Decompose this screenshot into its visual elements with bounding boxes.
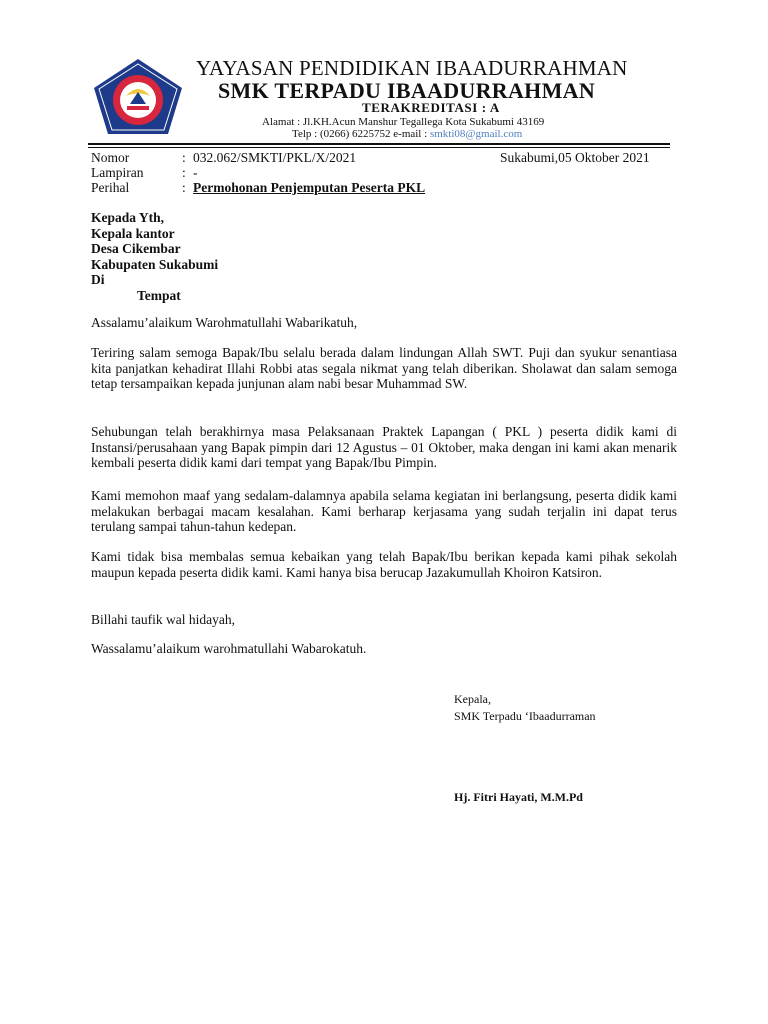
closing-salutation: Wassalamu’alaikum warohmatullahi Wabarokatuh. <box>91 641 367 656</box>
accreditation: TERAKREDITASI : A <box>362 100 500 115</box>
addressee-line: Tempat <box>137 287 181 303</box>
nomor-value: 032.062/SMKTI/PKL/X/2021 <box>193 150 357 165</box>
paragraph-3: Kami memohon maaf yang sedalam-dalamnya apabila selama kegiatan ini berlangsung, peserta didik kami melakukan berbagai macam kesalahan. Kami berharap kerjasama yang sudah terjalin ini dapat terus terulang sampai tahun-tahun kedepan. <box>91 488 677 534</box>
header-rule-thick <box>88 143 670 145</box>
addressee-line: Di <box>91 272 105 287</box>
lampiran-label: Lampiran <box>91 165 144 180</box>
paragraph-1: Teriring salam semoga Bapak/Ibu selalu berada dalam lindungan Allah SWT. Puji dan syukur senantiasa kita panjatkan kehadirat Illahi Robbi atas segala nikmat yang telah diberikan. Sholawat dan salam semoga tetap tersampaikan kepada junjunan alam nabi besar Muhammad SW. <box>91 345 677 391</box>
perihal-value: Permohonan Penjemputan Peserta PKL <box>193 180 426 195</box>
nomor-colon: : <box>182 150 186 165</box>
addressee-line: Desa Cikembar <box>91 241 181 256</box>
signature-title: Kepala, <box>454 692 491 706</box>
school-crest-logo <box>92 58 184 136</box>
paragraph-5: Billahi taufik wal hidayah, <box>91 612 235 627</box>
paragraph-4: Kami tidak bisa membalas semua kebaikan yang telah Bapak/Ibu berikan kepada kami pihak sekolah maupun kepada peserta didik kami. Kami hanya bisa berucap Jazakumullah Khoiron Katsiron. <box>91 549 677 580</box>
letter-date: Sukabumi,05 Oktober 2021 <box>500 150 650 165</box>
lampiran-value: - <box>193 165 198 180</box>
addressee-line: Kepala kantor <box>91 225 175 241</box>
phone-label: Telp : (0266) 6225752 e-mail : <box>292 128 430 140</box>
perihal-colon: : <box>182 180 186 195</box>
addressee-line: Kabupaten Sukabumi <box>91 256 219 272</box>
addressee-block <box>91 210 218 303</box>
perihal-label: Perihal <box>91 180 130 195</box>
paragraph-2: Sehubungan telah berakhirnya masa Pelaksanaan Praktek Lapangan ( PKL ) peserta didik kami di Instansi/perusahaan yang Bapak pimpin dari 12 Agustus – 01 Oktober, maka dengan ini kami akan menarik kembali peserta didik kami dari tempat yang Bapak/Ibu Pimpin. <box>91 424 677 470</box>
lampiran-colon: : <box>182 165 186 180</box>
signature-institution: SMK Terpadu ‘Ibaadurraman <box>454 709 596 723</box>
school-name: SMK TERPADU IBAADURRAHMAN <box>218 78 596 103</box>
foundation-name: YAYASAN PENDIDIKAN IBAADURRAHMAN <box>196 56 628 80</box>
addressee-line: Kepada Yth, <box>91 210 165 225</box>
signature-name: Hj. Fitri Hayati, M.M.Pd <box>454 790 583 804</box>
contact-line <box>292 128 592 140</box>
school-address: Alamat : Jl.KH.Acun Manshur Tegallega Kota Sukabumi 43169 <box>262 116 545 128</box>
email-link[interactable]: smkti08@gmail.com <box>429 128 523 140</box>
header-rule-thin <box>88 147 670 148</box>
nomor-label: Nomor <box>91 150 130 165</box>
greeting: Assalamu’alaikum Warohmatullahi Wabarikatuh, <box>91 315 358 330</box>
